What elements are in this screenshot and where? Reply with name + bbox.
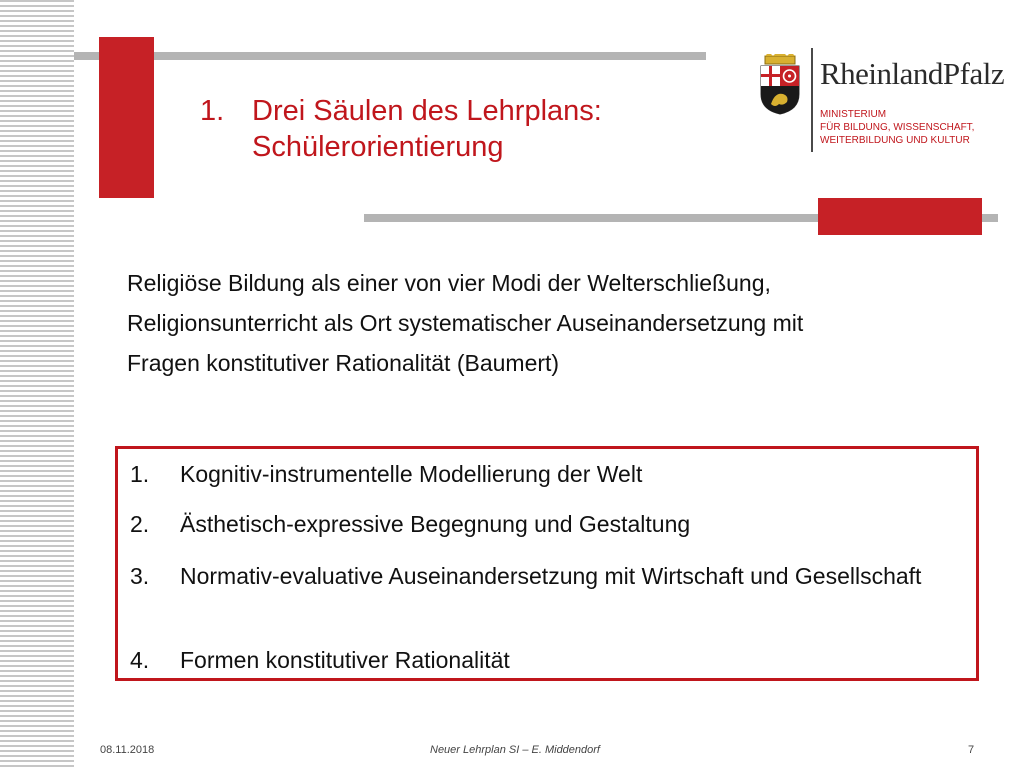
list-item-text: Kognitiv-instrumentelle Modellierung der Welt [180, 461, 643, 487]
logo-wordmark: RheinlandPfalz [820, 56, 1005, 91]
left-stripe-band [0, 0, 74, 768]
coat-of-arms-icon [757, 54, 803, 116]
list-item-text: Normativ-evaluative Auseinandersetzung mit Wirtschaft und Gesellschaft [180, 563, 922, 589]
footer-title: Neuer Lehrplan SI – E. Middendorf [430, 744, 600, 756]
ministry-line: WEITERBILDUNG UND KULTUR [820, 135, 970, 146]
top-gray-bar [74, 52, 706, 60]
modes-list-box [115, 446, 979, 681]
mid-red-block [818, 198, 982, 235]
intro-paragraph [127, 263, 987, 383]
ministry-text [820, 108, 974, 147]
ministry-line: FÜR BILDUNG, WISSENSCHAFT, [820, 122, 975, 133]
intro-line: Fragen konstitutiver Rationalität (Baumert) [127, 350, 560, 376]
intro-line: Religionsunterricht als Ort systematischer Auseinandersetzung mit [127, 310, 804, 336]
list-item-number: 1. [130, 461, 150, 487]
intro-line: Religiöse Bildung als einer von vier Modi der Welterschließung, [127, 270, 771, 296]
footer-date: 08.11.2018 [100, 744, 155, 756]
list-item-text: Ästhetisch-expressive Begegnung und Gestaltung [180, 511, 691, 537]
page-number: 7 [968, 744, 975, 756]
list-item-number: 3. [130, 563, 150, 589]
logo-divider [811, 48, 813, 152]
title-number: 1. [200, 95, 225, 127]
rlp-logo [752, 48, 1005, 158]
list-item-number: 4. [130, 647, 150, 673]
ministry-line: MINISTERIUM [820, 109, 887, 120]
top-red-block [99, 37, 154, 198]
list-item-text: Formen konstitutiver Rationalität [180, 647, 510, 673]
list-item-number: 2. [130, 511, 150, 537]
title-text: Drei Säulen des Lehrplans: Schülerorientierung [252, 95, 602, 163]
